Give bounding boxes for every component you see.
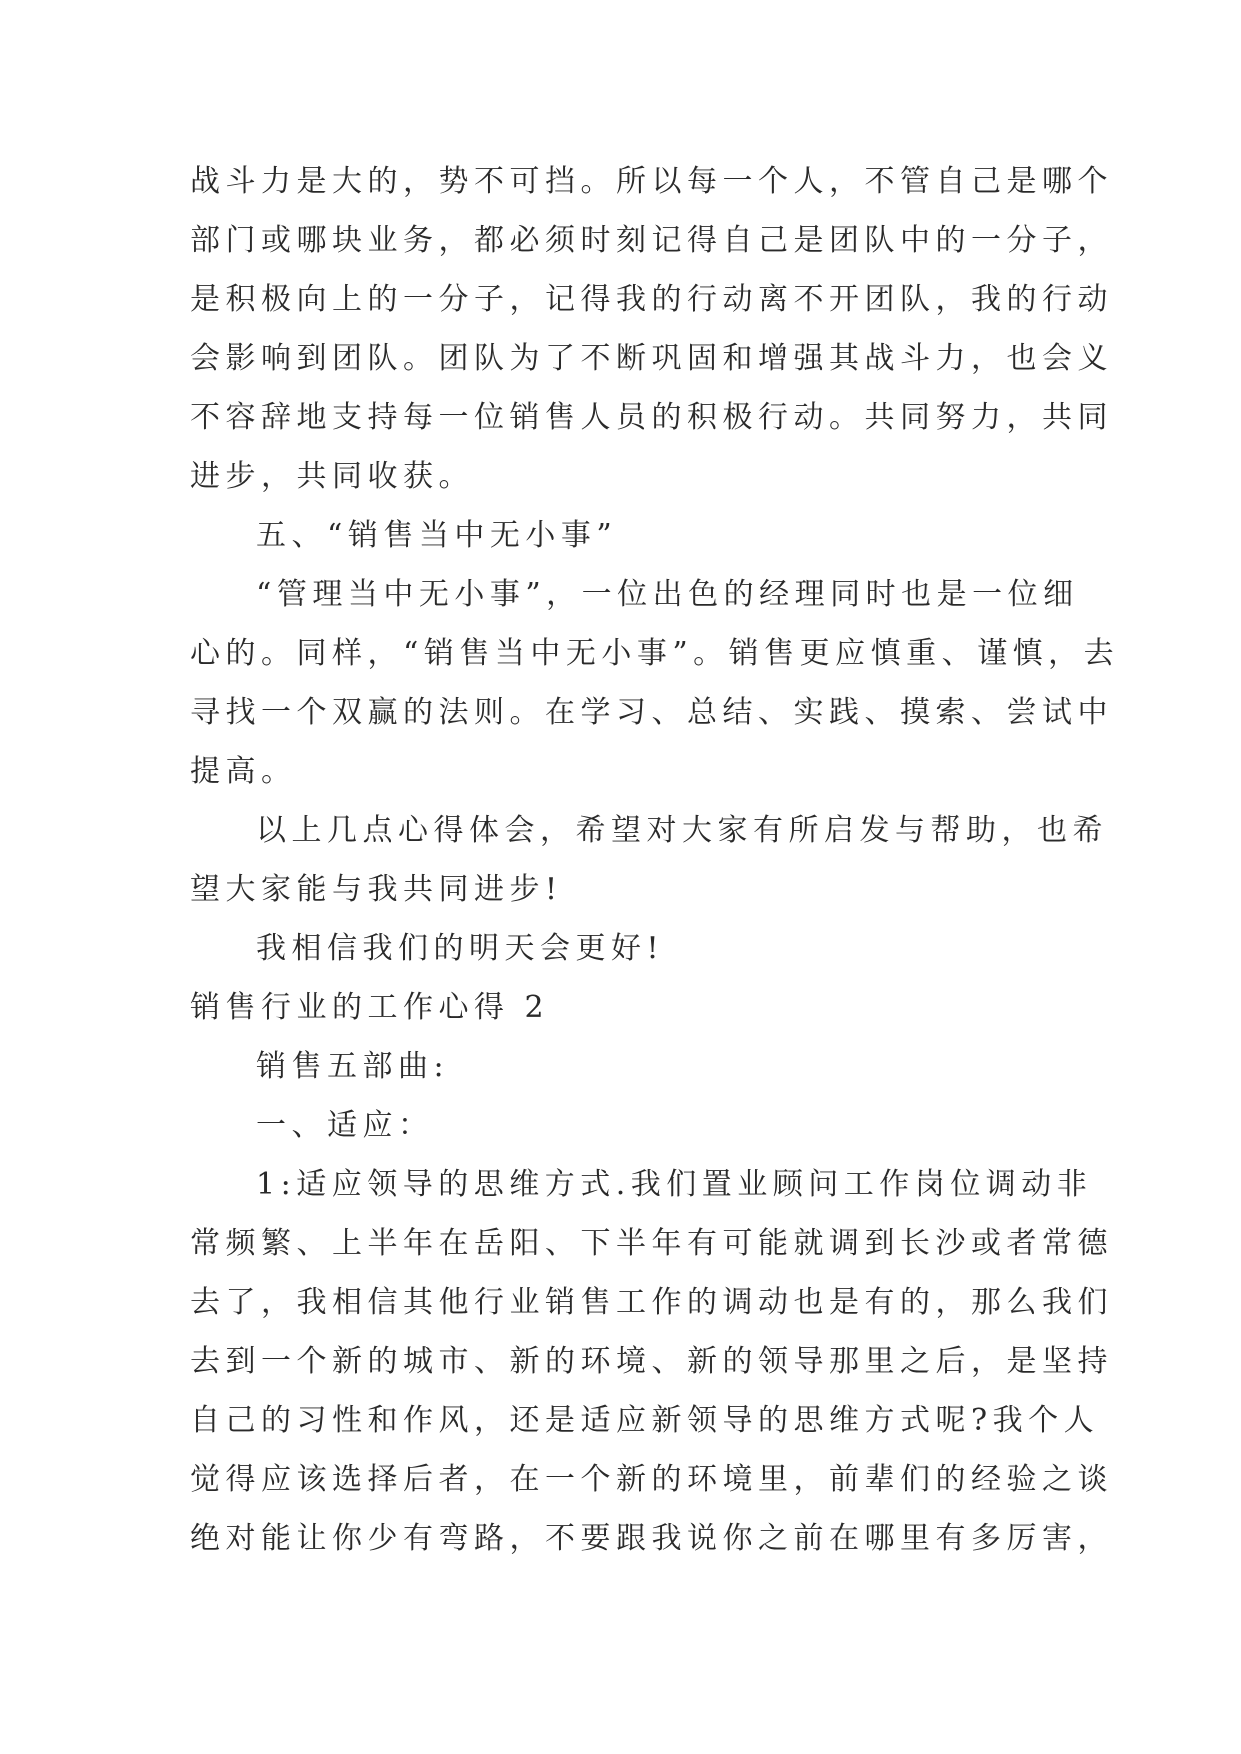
text-line: 1:适应领导的思维方式.我们置业顾问工作岗位调动非 — [256, 1167, 1093, 1202]
text-line: 绝对能让你少有弯路，不要跟我说你之前在哪里有多厉害， — [190, 1521, 1113, 1556]
text-line: 以上几点心得体会，希望对大家有所启发与帮助，也希 — [256, 813, 1108, 848]
text-line: “管理当中无小事”，一位出色的经理同时也是一位细 — [256, 577, 1079, 612]
document-page — [190, 152, 1120, 1568]
text-line: 心的。同样，“销售当中无小事”。销售更应慎重、谨慎，去 — [190, 636, 1120, 671]
article-title: 销售行业的工作心得 2 — [190, 990, 550, 1025]
text-line: 会影响到团队。团队为了不断巩固和增强其战斗力，也会义 — [190, 341, 1113, 376]
text-line: 部门或哪块业务，都必须时刻记得自己是团队中的一分子， — [190, 223, 1113, 258]
text-line: 觉得应该选择后者，在一个新的环境里，前辈们的经验之谈 — [190, 1462, 1113, 1497]
text-line: 自己的习性和作风，还是适应新领导的思维方式呢?我个人 — [190, 1403, 1100, 1438]
text-line: 常频繁、上半年在岳阳、下半年有可能就调到长沙或者常德 — [190, 1226, 1113, 1261]
text-line: 是积极向上的一分子，记得我的行动离不开团队，我的行动 — [190, 282, 1113, 317]
section-heading: 五、“销售当中无小事” — [256, 518, 618, 553]
section-heading: 一、适应： — [256, 1108, 434, 1143]
text-line: 我相信我们的明天会更好! — [256, 931, 665, 966]
text-line: 不容辞地支持每一位销售人员的积极行动。共同努力，共同 — [190, 400, 1113, 435]
text-line: 去到一个新的城市、新的环境、新的领导那里之后，是坚持 — [190, 1344, 1113, 1379]
text-line: 去了，我相信其他行业销售工作的调动也是有的，那么我们 — [190, 1285, 1113, 1320]
text-line: 寻找一个双赢的法则。在学习、总结、实践、摸索、尝试中 — [190, 695, 1113, 730]
text-line: 战斗力是大的，势不可挡。所以每一个人，不管自己是哪个 — [190, 164, 1113, 199]
text-line: 销售五部曲: — [256, 1049, 450, 1084]
text-line: 望大家能与我共同进步! — [190, 872, 563, 907]
text-line: 进步，共同收获。 — [190, 459, 474, 494]
text-line: 提高。 — [190, 754, 297, 789]
